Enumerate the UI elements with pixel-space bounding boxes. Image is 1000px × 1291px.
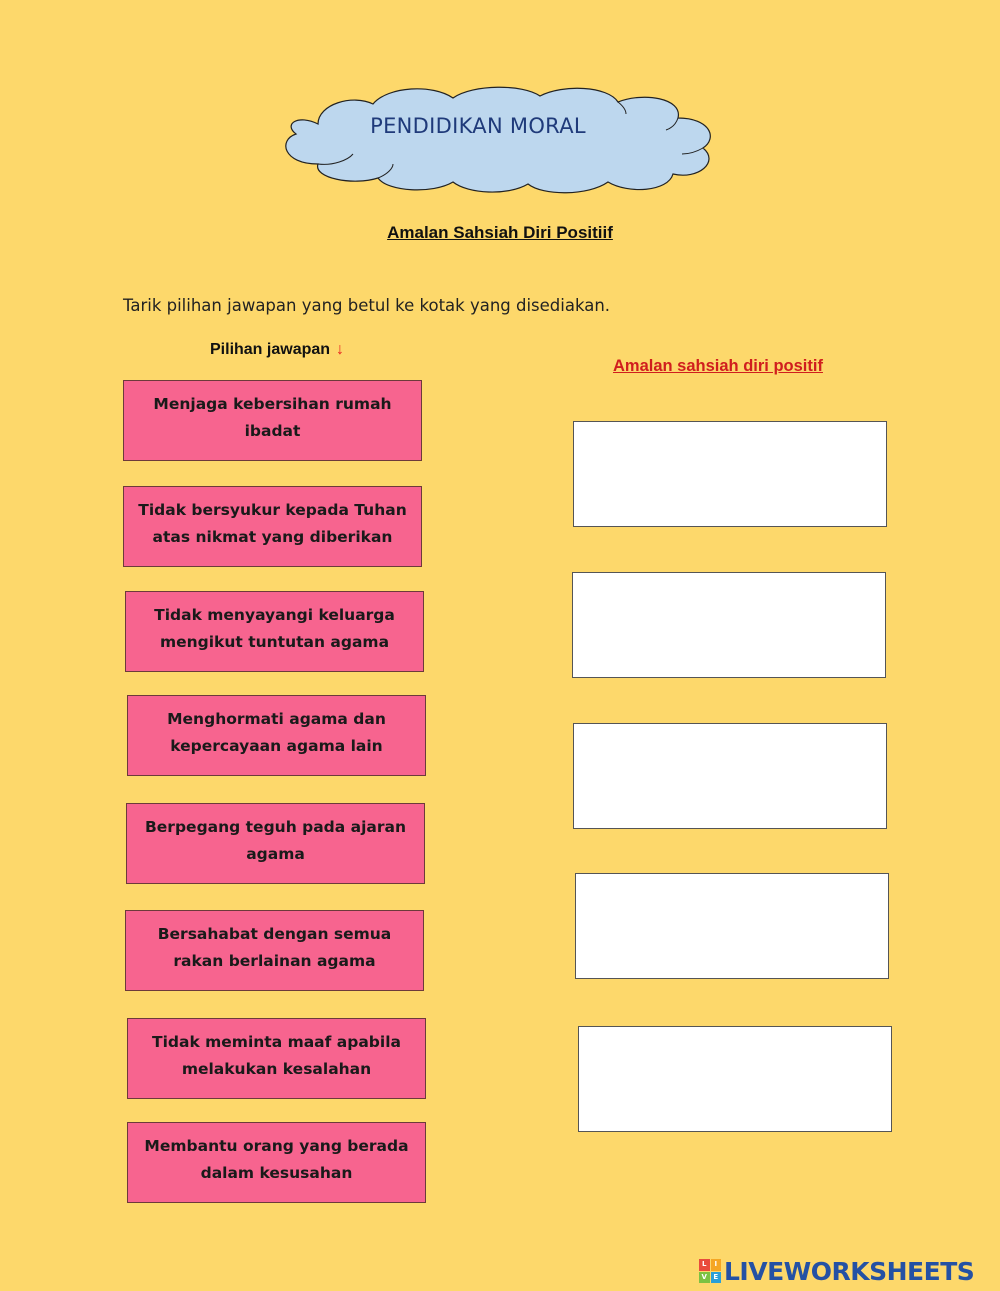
options-header-label: Pilihan jawapan [210, 341, 331, 358]
cloud-shape [278, 84, 718, 196]
option-text: Tidak menyayangi keluarga mengikut tuntutan agama [154, 606, 395, 651]
option-card[interactable] [126, 803, 425, 884]
option-card[interactable] [127, 1018, 426, 1099]
answer-drop-box-5[interactable] [578, 1026, 892, 1132]
arrow-down-icon: ↓ [336, 341, 345, 358]
option-text: Tidak meminta maaf apabila melakukan kesalahan [152, 1033, 401, 1078]
answer-drop-box-4[interactable] [575, 873, 889, 979]
answer-drop-box-1[interactable] [573, 421, 887, 527]
option-card[interactable] [127, 695, 426, 776]
option-text: Membantu orang yang berada dalam kesusahan [144, 1137, 409, 1182]
option-text: Menghormati agama dan kepercayaan agama lain [167, 710, 386, 755]
logo-badge-letter: E [711, 1272, 722, 1284]
option-text: Berpegang teguh pada ajaran agama [144, 818, 407, 863]
option-card[interactable] [125, 591, 424, 672]
option-text: Menjaga kebersihan rumah ibadat [153, 395, 392, 440]
option-card[interactable] [123, 486, 422, 567]
answers-header: Amalan sahsiah diri positif [613, 357, 823, 375]
option-card[interactable] [127, 1122, 426, 1203]
option-card[interactable] [123, 380, 422, 461]
logo-text: LIVEWORKSHEETS [724, 1256, 975, 1286]
logo-badge-letter: V [699, 1272, 710, 1284]
worksheet-subtitle: Amalan Sahsiah Diri Positiif [387, 223, 613, 242]
title-cloud [278, 84, 718, 196]
option-text: Bersahabat dengan semua rakan berlainan agama [157, 925, 392, 970]
options-header [210, 341, 344, 359]
instruction-text: Tarik pilihan jawapan yang betul ke kotak yang disediakan. [123, 296, 611, 315]
logo-badge-letter: I [711, 1259, 722, 1271]
logo-badge-icon [699, 1259, 721, 1283]
option-card[interactable] [125, 910, 424, 991]
page-title: PENDIDIKAN MORAL [370, 114, 586, 138]
logo-badge-letter: L [699, 1259, 710, 1271]
answer-drop-box-2[interactable] [572, 572, 886, 678]
liveworksheets-logo [699, 1256, 974, 1286]
option-text: Tidak bersyukur kepada Tuhan atas nikmat yang diberikan [138, 501, 407, 546]
answer-drop-box-3[interactable] [573, 723, 887, 829]
